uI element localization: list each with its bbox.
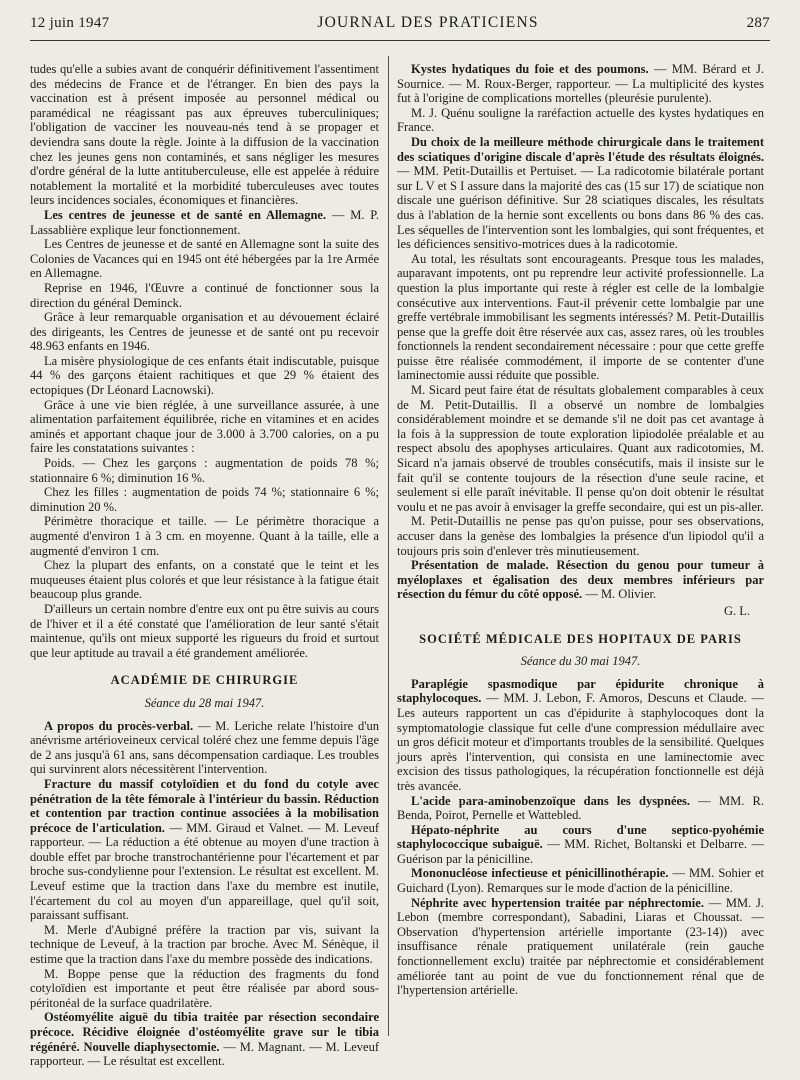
signature: G. L. — [723, 603, 750, 618]
issue-date: 12 juin 1947 — [30, 15, 110, 31]
item-title: Ostéomyélite aiguë du tibia traitée par résection secondaire précoce. Récidive éloignée d'ostéomyélite grave sur le tibia régénéré. Nouvelle diaphysectomie. — [30, 1010, 379, 1054]
paragraph — [397, 677, 764, 794]
paragraph: Périmètre thoracique et taille. — Le périmètre thoracique a augmenté d'environ 1 à 3 cm. en moyenne. Quant à la taille, elle a augmenté d'environ 1 cm. — [30, 514, 379, 558]
paragraph: M. J. Quénu souligne la raréfaction actuelle des kystes hydatiques en France. — [397, 105, 764, 135]
paragraph: D'ailleurs un certain nombre d'entre eux ont pu être suivis au cours de l'hiver et il a été constaté que l'amélioration de leur santé s'était maintenue, qu'ils ont mieux supporté les rigueurs du froid et surtout que leur aptitude au travail a été grandement améliorée. — [30, 601, 379, 660]
column-divider — [388, 56, 389, 1036]
paragraph: Les Centres de jeunesse et de santé en Allemagne sont la suite des Colonies de Vacances qui en 1945 ont été hébergées par la 1re Armée en Allemagne. — [30, 237, 379, 281]
item-title: Paraplégie spasmodique par épidurite chronique à staphylocoques. — [397, 676, 764, 706]
item-body: — MM. R. Benda, Poirot, Pernelle et Wattebled. — [397, 793, 764, 823]
item-title: L'acide para-aminobenzoïque dans les dyspnées. — [411, 793, 691, 808]
paragraph: Reprise en 1946, l'Œuvre a continué de fonctionner sous la direction du général Deminck. — [30, 280, 379, 310]
paragraph: M. Sicard peut faire état de résultats globalement comparables à ceux de M. Petit-Dutaillis. Il a observé un nombre de lombalgies considérablement moindre et se demande s'il ne doit pas cet avantage à la fois à la suppression de toute exploration lipiodolée préalable et au respect absolu des apophyses articulaires. Quant aux radicotomies, M. Sicard n'a jamais observé de troubles consécutifs, mais il insiste sur le fait qu'il se contente toujours de la résection d'une seule racine, et seulement si elle paraît inévitable. Il pense qu'on doit obtenir le résultat voulu et ne pas avoir à envisager la greffe secondaire, qui est un pis-aller. — [397, 383, 764, 514]
item-body: — MM. Petit-Dutaillis et Pertuiset. — La radicotomie bilatérale portant sur L V et S I assure dans la majorité des cas (15 sur 17) de sciatique non discale une guérison définitive. Sur 28 sciatiques discales, les résultats dus à l'ablation de la hernie sont excellents ou bons dans 86 % des cas. Les séquelles de l'intervention sont les lombalgies, qui sont fréquentes, et les déficiences sensitivo-motrices dues à la radicotomie. — [397, 164, 764, 252]
paragraph — [30, 1010, 379, 1068]
paragraph: M. Boppe pense que la réduction des fragments du fond cotyloïdien est importante et peut être réalisée par abord sous-péritonéal de la surface quadrilatère. — [30, 966, 379, 1010]
session-date: Séance du 28 mai 1947. — [144, 695, 265, 710]
paragraph: tudes qu'elle a subies avant de conquérir définitivement l'assentiment des médecins de France et de l'étranger. En bien des pays la vaccination est à présent imposée au personnel médical ou paramédical ne réagissant pas aux épreuves tuberculiniques; l'obligation de vacciner les nouveau-nés tend à se propager et deviendra sans doute la règle. Jointe à la diffusion de la vaccination chez les jeunes gens non contaminés, et sans négliger les mesures d'ordre général de la lutte antituberculeuse, elle est appelée à réduire notablement la mortalité et la morbidité tuberculeuses avec toutes leurs incidences sociales, économiques et financières. — [30, 62, 379, 208]
section-heading: SOCIÉTÉ MÉDICALE DES HOPITAUX DE PARIS — [419, 631, 742, 646]
header-rule — [30, 40, 770, 41]
paragraph: M. Merle d'Aubigné préfère la traction par vis, suivant la technique de Leveuf, à la traction par broche. Avec M. Sénèque, il estime que la traction dans l'axe du membre possède des indications. — [30, 922, 379, 967]
item-title: A propos du procès-verbal. — [44, 718, 194, 733]
item-body: — MM. Giraud et Valnet. — M. Leveuf rapporteur. — La réduction a été obtenue au moyen d'une traction à double effet par broche transtrochantérienne pour l'écartement et par broche sus-condylienne pour l'extension. Le résultat est excellent. M. Leveuf estime que la traction dans l'axe du membre est inutile, l'écartement du col au moyen d'un appareillage, quel qu'il soit, paraissant suffisant. — [30, 820, 379, 923]
running-header — [30, 14, 770, 36]
paragraph — [397, 62, 764, 106]
item-body: — MM. Richet, Boltanski et Delbarre. — Guérison par la pénicilline. — [397, 837, 764, 866]
item-body: — MM. Bérard et J. Sournice. — M. Roux-Berger, rapporteur. — La multiplicité des kystes fut à l'origine de complications mortelles (pleurésie purulente). — [397, 62, 764, 106]
page-number: 287 — [746, 15, 770, 31]
paragraph: Poids. — Chez les garçons : augmentation de poids 78 %; stationnaire 6 %; diminution 16 %. — [30, 456, 379, 485]
item-body: — MM. J. Lebon (membre correspondant), Sabadini, Liaras et Choussat. — Observation d'hypertension artérielle importante (23-14)) avec insuffisance rénale pratiquement unilatérale (rein gauche fonctionnellement exclu) traitée par néphrectomie et considérablement améliorée tant au point de vue du fonctionnement rénal que de l'hypertension artérielle. — [397, 895, 764, 998]
item-title: Hépato-néphrite au cours d'une septico-pyohémie staphylococcique subaiguë. — [397, 822, 764, 852]
paragraph: M. Petit-Dutaillis ne pense pas qu'on puisse, pour ses observations, accuser dans la genèse des lombalgies la présence d'un lipiodol qu'il a toujours pris soin d'enlever très minutieusement. — [397, 514, 764, 558]
item-body: — M. Magnant. — M. Leveuf rapporteur. — Le résultat est excellent. — [30, 1039, 379, 1069]
paragraph — [397, 896, 764, 998]
paragraph — [397, 823, 764, 867]
item-body: — M. Leriche relate l'histoire d'un anévrisme artérioveineux cervical toléré chez une femme depuis l'âge de 2 ans jusqu'à 61 ans, sans décompensation cardiaque. Les troubles qui survinrent alors nécessitèrent l'intervention. — [30, 718, 379, 777]
right-column — [397, 62, 764, 1044]
paragraph — [397, 558, 764, 602]
item-body: — MM. J. Lebon, F. Amoros, Descuns et Claude. — Les auteurs rapportent un cas d'épidurite à staphylocoques dont la symptomatologie classique fut celle d'une compression médullaire avec un gros déficit moteur et d'importants troubles de la sensibilité. Quelques jours après l'intervention, qui consista en une laminectomie avec excision des tissus pathologiques, la récupération fonctionnelle est déjà très avancée. — [397, 691, 764, 793]
paragraph: Chez les filles : augmentation de poids 74 %; stationnaire 6 %; diminution 20 %. — [30, 485, 379, 514]
journal-title: JOURNAL DES PRATICIENS — [317, 14, 539, 31]
paragraph: Grâce à leur remarquable organisation et au dévouement éclairé des dirigeants, les Centres de jeunesse et de santé ont pu recevoir 48.963 enfants en 1946. — [30, 310, 379, 354]
paragraph: La misère physiologique de ces enfants était indiscutable, puisque 44 % des garçons étaient rachitiques et que 29 % étaient des ectopiques (Dr Léonard Lacnowski). — [30, 353, 379, 398]
item-body: — M. P. Lassablière explique leur fonctionnement. — [30, 207, 379, 237]
paragraph: Au total, les résultats sont encourageants. Presque tous les malades, auparavant impotents, ont pu reprendre leur activité professionnelle. La question la plus importante qui reste à régler est celle de la lombalgie consécutive aux interventions. Faut-il prévenir cette lombalgie par une greffe vertébrale immobilisant les segments intéressés? M. Petit-Dutaillis pense que la greffe doit être réservée aux cas, assez rares, où les troubles fonctionnels la rendent secondairement nécessaire : pour que cette greffe puisse être réalisée commodément, il importe de se contenter d'une laminectomie aussi réduite que possible. — [397, 251, 764, 383]
paragraph — [397, 794, 764, 823]
item-title: Mononucléose infectieuse et pénicillinothérapie. — [411, 866, 669, 881]
section-heading: ACADÉMIE DE CHIRURGIE — [110, 673, 299, 688]
paragraph: Grâce à une vie bien réglée, à une surveillance assurée, à une alimentation parfaitement équilibrée, riche en vitamines et en acides aminés et apportant chaque jour de 3.000 à 3.700 calories, on a pu faire les constatations suivantes : — [30, 397, 379, 456]
item-title: Les centres de jeunesse et de santé en Allemagne. — [44, 207, 327, 222]
session-date: Séance du 30 mai 1947. — [520, 654, 641, 669]
paragraph — [30, 208, 379, 237]
item-title: Du choix de la meilleure méthode chirurgicale dans le traitement des sciatiques d'origine discale d'après l'étude des résultats éloignés. — [397, 134, 764, 164]
item-title: Fracture du massif cotyloïdien et du fond du cotyle avec pénétration de la tête fémorale à l'intérieur du bassin. Réduction et contention par traction continue associées à la mobilisation précoce de l'articulation. — [30, 776, 379, 835]
item-title: Néphrite avec hypertension traitée par néphrectomie. — [411, 895, 704, 910]
paragraph — [30, 777, 379, 923]
paragraph — [397, 866, 764, 895]
paragraph: Chez la plupart des enfants, on a constaté que le teint et les muqueuses étaient plus colorés et que leur résistance à la fatigue était beaucoup plus grande. — [30, 558, 379, 602]
item-title: Kystes hydatiques du foie et des poumons. — [411, 62, 649, 76]
item-body: — M. Olivier. — [582, 587, 657, 602]
paragraph — [397, 135, 764, 252]
item-body: — MM. Sohier et Guichard (Lyon). Remarques sur le mode d'action de la pénicilline. — [397, 866, 764, 896]
item-title: Présentation de malade. Résection du genou pour tumeur à myéloplaxes et égalisation des deux membres inférieurs par résection du fémur du côté opposé. — [397, 558, 764, 602]
paragraph — [30, 719, 379, 777]
left-column — [30, 62, 379, 1069]
